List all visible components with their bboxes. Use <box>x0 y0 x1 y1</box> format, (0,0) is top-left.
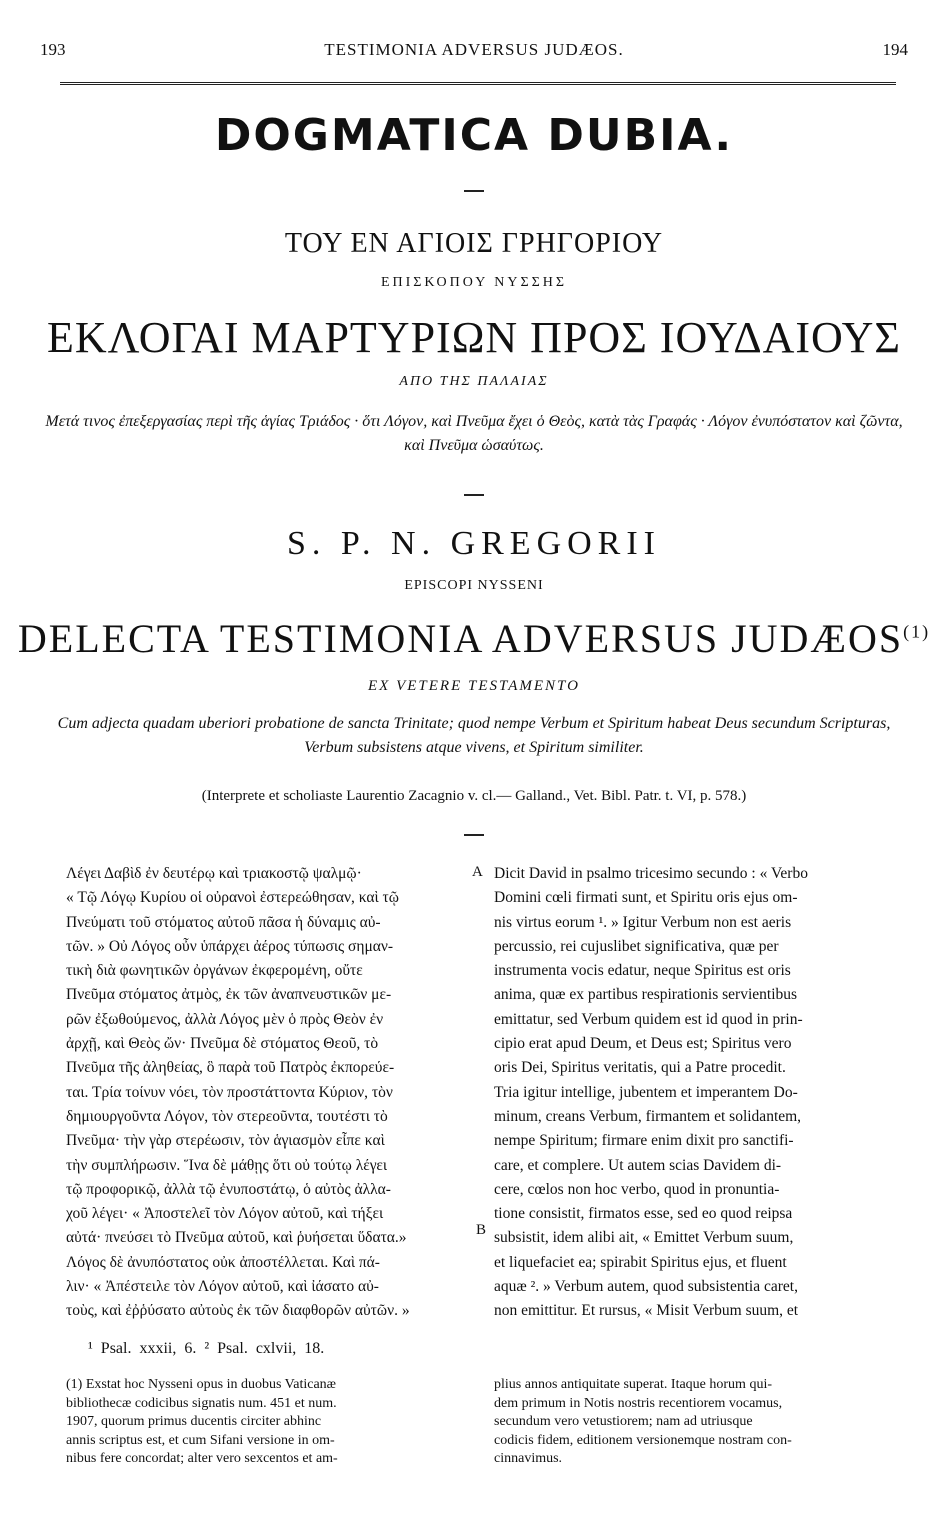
page-number-right: 194 <box>882 40 908 59</box>
main-title: DOGMATICA DUBIA. <box>214 110 734 161</box>
greek-text-column: Λέγει Δαβὶδ ἐν δευτέρῳ καὶ τριακοστῷ ψαλμῷ· « Τῷ Λόγῳ Κυρίου οἱ οὐρανοὶ ἐστερεώθησαν, καὶ τῷ Πνεύματι τοῦ στόματος αὐτοῦ πᾶσα ἡ δύναμις αὐ- τῶν. » Οὐ Λόγος οὖν ὑπάρχει ἀέρος τύπωσις σημαν- τικὴ διὰ φωνητικῶν ὀργάνων ἐκφερομένη, οὔτε Πνεῦμα στόματος ἀτμὸς, ἐκ τῶν ἀναπνευστικῶν με- ρῶν ἐξωθούμενος, ἀλλὰ Λόγος μὲν ὁ πρὸς Θεὸν ἐν ἀρχῇ, καὶ Θεὸς ὤν· Πνεῦμα δὲ στόματος Θεοῦ, τὸ Πνεῦμα τῆς ἀληθείας, ὃ παρὰ τοῦ Πατρὸς ἐκπορεύε- ται. Τρία τοίνυν νόει, τὸν προστάττοντα Κύριον, τὸν δημιουργοῦντα Λόγον, τὸν στερεοῦντα, τουτέστι τὸ Πνεῦμα· τὴν γὰρ στερέωσιν, τὸν ἁγιασμὸν εἶπε καὶ τὴν συμπλήρωσιν. Ἵνα δὲ μάθῃς ὅτι οὐ τούτῳ λέγει τῷ προφορικῷ, ἀλλὰ τῷ ἐνυποστάτῳ, ὁ αὐτὸς ἀλλα- χοῦ λέγει· « Ἀποστελεῖ τὸν Λόγον αὐτοῦ, καὶ τήξει αὐτά· πνεύσει τὸ Πνεῦμα αὐτοῦ, καὶ ῥυήσεται ὕδατα.» Λόγος δὲ ἀνυπόστατος οὐκ ἀποστέλλεται. Καὶ πά- λιν· « Ἀπέστειλε τὸν Λόγον αὐτοῦ, καὶ ἰάσατο αὐ- τοὺς, καὶ ἐῤῥύσατο αὐτοὺς ἐκ τῶν διαφθορῶν αὐτῶν. » <box>66 865 410 1320</box>
separator-dash <box>464 494 484 496</box>
greek-description: Μετά τινος ἐπεξεργασίας περὶ τῆς ἁγίας Τριάδος · ὅτι Λόγον, καὶ Πνεῦμα ἔχει ὁ Θεὸς, κατὰ τὰς Γραφάς · Λόγον ἐνυπόστατον καὶ ζῶντα, καὶ Πνεῦμα ὡσαύτως. <box>45 413 903 454</box>
latin-title <box>0 615 948 662</box>
greek-title: ΕΚΛΟΓΑΙ ΜΑΡΤΥΡΙΩΝ ΠΡΟΣ ΙΟΥΔΑΙΟΥΣ <box>46 313 902 362</box>
greek-subtitle: ΕΠΙΣΚΟΠΟΥ ΝΥΣΣΗΣ <box>380 275 568 290</box>
separator-dash <box>464 190 484 192</box>
latin-author-heading: S. P. N. GREGORII <box>286 525 662 562</box>
separator-dash <box>464 834 484 836</box>
footnote-right: plius annos antiquitate superat. Itaque horum qui- dem primum in Notis nostris recentiorem vocamus, secundum vero vetustiorem; nam ad utriusque codicis fidem, editionem versionemque nostram con- cinnavimus. <box>494 1377 792 1466</box>
interpreter-note: (Interprete et scholiaste Laurentio Zacagnio v. cl.— Galland., Vet. Bibl. Patr. t. VI, p. 578.) <box>201 788 747 804</box>
footnote-ref-1: (1) <box>903 621 931 642</box>
footnote-left: (1) Exstat hoc Nysseni opus in duobus Vaticanæ bibliothecæ codicibus signatis num. 451 et num. 1907, quorum primus ducentis circiter abhinc annis scriptus est, et cum Sifani versione in om- nibus fere concordat; alter vero sexcentos et am- <box>66 1377 338 1466</box>
latin-subtitle: EPISCOPI NYSSENI <box>404 578 544 593</box>
section-marker-b: B <box>476 1222 487 1238</box>
running-head-title: TESTIMONIA ADVERSUS JUDÆOS. <box>324 40 624 59</box>
greek-author-heading: ΤΟΥ ΕΝ ΑΓΙΟΙΣ ΓΡΗΓΟΡΙΟΥ <box>284 228 664 259</box>
footnote-references: ¹ Psal. xxxii, 6. ² Psal. cxlvii, 18. <box>88 1340 325 1357</box>
latin-title-text: DELECTA TESTIMONIA ADVERSUS JUDÆOS <box>17 616 904 661</box>
header-rule <box>60 82 896 88</box>
latin-text-column: Dicit David in psalmo tricesimo secundo : « Verbo Domini cœli firmati sunt, et Spiritu oris ejus om- nis virtus eorum ¹. » Igitur Verbum non est aeris percussio, rei cujuslibet significativa, quæ per instrumenta vocis edatur, neque Spiritus est oris anima, quæ ex partibus respirationis servientibus emittatur, sed Verbum quidem est id quod in prin- cipio erat apud Deum, et Deus est; Spiritus vero oris Dei, Spiritus veritatis, qui a Patre procedit. Tria igitur intellige, jubentem et imperantem Do- minum, creans Verbum, firmantem et solidantem, nempe Spiritum; firmare enim dixit pro sanctifi- care, et complere. Ut autem scias Davidem di- cere, cœlos non hoc verbo, quod in pronuntia- tione consistit, firmatos esse, sed eo quod reipsa subsistit, idem alibi ait, « Emittet Verbum suum, et liquefaciet ea; spirabit Spiritus ejus, et fluent aquæ ². » Verbum autem, quod subsistentia caret, non emittitur. Et rursus, « Misit Verbum suum, et <box>494 865 808 1320</box>
latin-small-heading: EX VETERE TESTAMENTO <box>368 678 580 694</box>
greek-small-heading: ΑΠΟ ΤΗΣ ΠΑΛΑΙΑΣ <box>399 374 549 389</box>
running-head <box>40 40 908 68</box>
page-number-left: 193 <box>40 40 66 59</box>
latin-description: Cum adjecta quadam uberiori probatione de sancta Trinitate; quod nempe Verbum et Spiritum habeat Deus secundum Scripturas, Verbum subsistens atque vivens, et Spiritum similiter. <box>57 715 891 756</box>
section-marker-a: A <box>472 864 483 880</box>
